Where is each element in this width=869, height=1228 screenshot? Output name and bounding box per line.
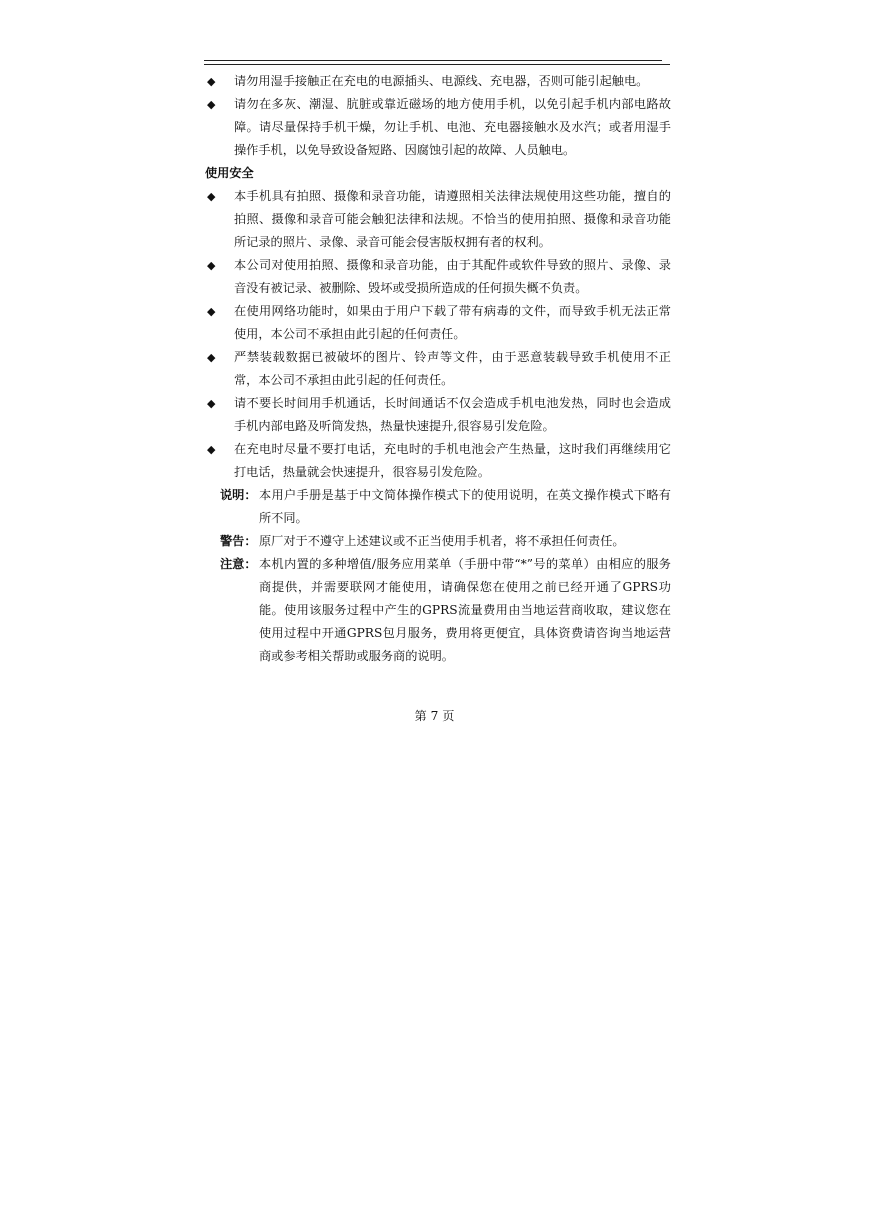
bullet-diamond-icon: ◆: [207, 305, 216, 318]
bullet-text: 在使用网络功能时，如果由于用户下载了带有病毒的文件，而导致手机无法正常使用，本公司不承担由此引起的任何责任。: [234, 304, 671, 341]
bullet-text: 严禁装载数据已被破坏的图片、铃声等文件，由于恶意装载导致手机使用不正常，本公司不承担由此引起的任何责任。: [234, 350, 671, 387]
note-label: 注意：: [220, 557, 257, 571]
note-explanation: [205, 484, 671, 530]
bullet-diamond-icon: ◆: [207, 190, 216, 203]
bullet-diamond-icon: ◆: [207, 443, 216, 456]
bullet-text: 请勿用湿手接触正在充电的电源插头、电源线、充电器，否则可能引起触电。: [234, 74, 649, 88]
bullet-text: 本手机具有拍照、摄像和录音功能，请遵照相关法律法规使用这些功能，擅自的拍照、摄像和录音可能会触犯法律和法规。不恰当的使用拍照、摄像和录音功能所记录的照片、录像、录音可能会侵害版权拥有者的权利。: [234, 189, 671, 249]
bullet-text: 请勿在多灰、潮湿、肮脏或靠近磁场的地方使用手机，以免引起手机内部电路故障。请尽量保持手机干燥，勿让手机、电池、充电器接触水及水汽；或者用湿手操作手机，以免导致设备短路、因腐蚀引起的故障、人员触电。: [234, 97, 671, 157]
bullet-diamond-icon: ◆: [207, 259, 216, 272]
page-content: [205, 70, 671, 668]
bullet-diamond-icon: ◆: [207, 351, 216, 364]
note-warning: [205, 530, 671, 553]
bullet-text: 本公司对使用拍照、摄像和录音功能，由于其配件或软件导致的照片、录像、录音没有被记录、被删除、毁坏或受损所造成的任何损失概不负责。: [234, 258, 671, 295]
section-title: 使用安全: [205, 166, 254, 180]
note-label: 警告：: [220, 534, 257, 548]
note-label: 说明：: [220, 488, 257, 502]
bullet-item: [205, 438, 671, 484]
note-text: 原厂对于不遵守上述建议或不正当使用手机者，将不承担任何责任。: [259, 534, 625, 548]
bullet-diamond-icon: ◆: [207, 98, 216, 111]
bullet-text: 在充电时尽量不要打电话，充电时的手机电池会产生热量，这时我们再继续用它打电话，热量就会快速提升，很容易引发危险。: [234, 442, 671, 479]
note-attention: [205, 553, 671, 668]
page-number: 第 7 页: [414, 709, 455, 723]
note-text: 本机内置的多种增值/服务应用菜单（手册中带“*”号的菜单）由相应的服务商提供，并需要联网才能使用，请确保您在使用之前已经开通了GPRS功能。使用该服务过程中产生的GPRS流量费用由当地运营商收取，建议您在使用过程中开通GPRS包月服务，费用将更便宜，具体资费请咨询当地运营商或参考相关帮助或服务商的说明。: [259, 557, 671, 663]
bullet-item: [205, 185, 671, 254]
bullet-item: [205, 346, 671, 392]
bullet-diamond-icon: ◆: [207, 75, 216, 88]
bullet-item: [205, 93, 671, 162]
note-text: 本用户手册是基于中文简体操作模式下的使用说明，在英文操作模式下略有所不同。: [259, 488, 671, 525]
bullet-item: [205, 70, 671, 93]
bullet-diamond-icon: ◆: [207, 397, 216, 410]
header-rule-bottom: [204, 64, 670, 65]
bullet-item: [205, 300, 671, 346]
bullet-item: [205, 254, 671, 300]
bullet-item: [205, 392, 671, 438]
bullet-text: 请不要长时间用手机通话，长时间通话不仅会造成手机电池发热，同时也会造成手机内部电路及听筒发热，热量快速提升,很容易引发危险。: [234, 396, 671, 433]
header-rule-top: [204, 60, 662, 61]
